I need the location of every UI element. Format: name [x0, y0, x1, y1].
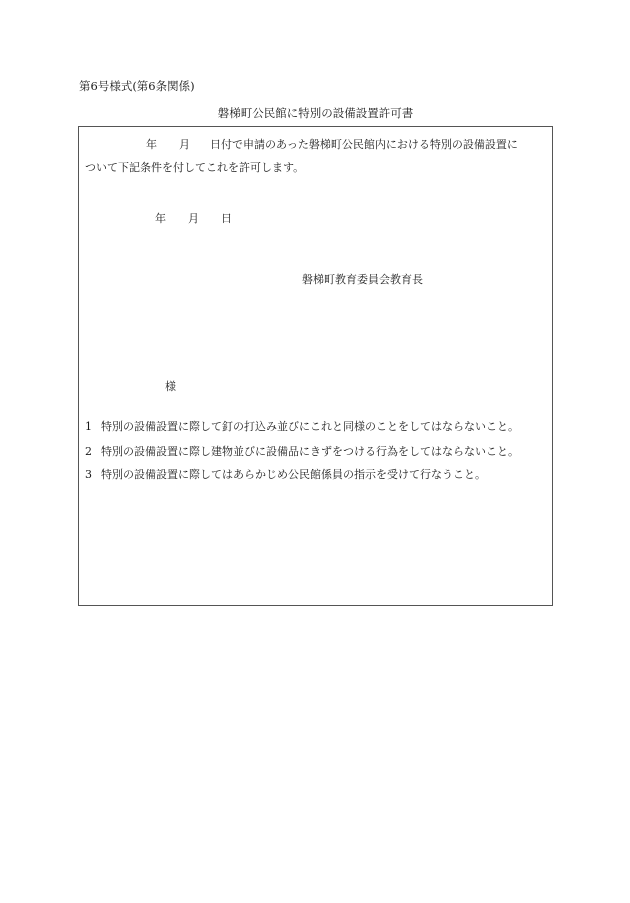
date-year-label: 年: [155, 212, 166, 225]
form-number: 第6号様式(第6条関係): [79, 79, 195, 93]
intro-line-1-text: 日付で申請のあった磐梯町公民館内における特別の設備設置に: [210, 138, 518, 151]
issue-date: [155, 210, 232, 226]
intro-year-label: 年: [146, 138, 157, 151]
recipient-suffix: 様: [165, 380, 176, 393]
issuer-name: 磐梯町教育委員会教育長: [302, 273, 423, 286]
condition-text: 特別の設備設置に際してはあらかじめ公民館係員の指示を受けて行なうこと。: [101, 468, 486, 481]
date-month-label: 月: [188, 212, 199, 225]
condition-text: 特別の設備設置に際して釘の打込み並びにこれと同様のことをしてはならないこと。: [101, 420, 519, 433]
condition-text: 特別の設備設置に際し建物並びに設備品にきずをつける行為をしてはならないこと。: [101, 445, 519, 458]
condition-number: 1: [85, 420, 92, 433]
condition-item: [85, 466, 486, 482]
intro-line-1: [146, 136, 518, 152]
document-title: 磐梯町公民館に特別の設備設置許可書: [217, 106, 414, 120]
condition-item: [85, 443, 519, 459]
intro-line-2: ついて下記条件を付してこれを許可します。: [85, 161, 305, 174]
condition-number: 2: [85, 445, 92, 458]
permit-frame: [78, 126, 553, 606]
condition-number: 3: [85, 468, 92, 481]
intro-month-label: 月: [179, 138, 190, 151]
date-day-label: 日: [221, 212, 232, 225]
condition-item: [85, 418, 519, 434]
